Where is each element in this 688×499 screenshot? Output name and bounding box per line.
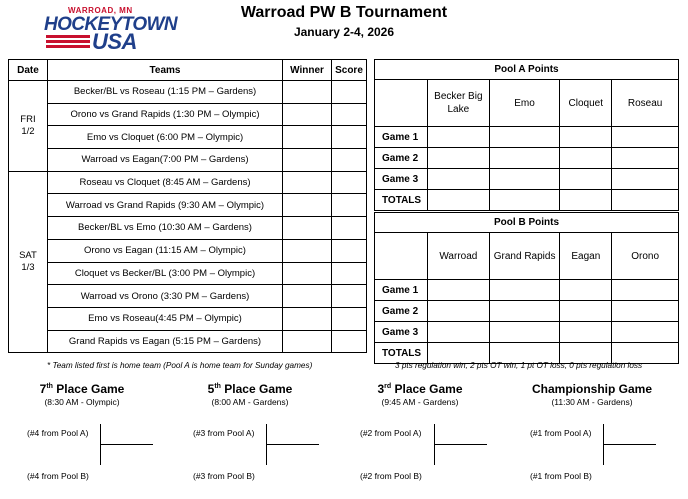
day-label: FRI xyxy=(20,113,36,125)
bracket-slot-bottom: (#2 from Pool B) xyxy=(360,471,422,481)
pool-b-team-row xyxy=(375,233,679,280)
day-cell-sat xyxy=(9,171,48,353)
points-cell[interactable] xyxy=(427,322,489,343)
logo-wordmark: HOCKEYTOWN xyxy=(44,14,177,35)
winner-cell[interactable] xyxy=(283,103,332,126)
winner-cell[interactable] xyxy=(283,285,332,308)
score-cell[interactable] xyxy=(332,330,367,353)
day-label: SAT xyxy=(19,250,37,261)
bracket-slot-bottom: (#3 from Pool B) xyxy=(193,471,255,481)
points-row xyxy=(375,322,679,343)
team-header: Warroad xyxy=(427,233,489,280)
score-cell[interactable] xyxy=(332,239,367,262)
game-matchup: Becker/BL vs Roseau (1:15 PM – Gardens) xyxy=(47,81,282,104)
points-cell[interactable] xyxy=(427,301,489,322)
third-place-game xyxy=(350,382,490,407)
score-cell[interactable] xyxy=(332,81,367,104)
winner-cell[interactable] xyxy=(283,126,332,149)
row-label: Game 1 xyxy=(375,127,428,148)
points-cell[interactable] xyxy=(489,280,560,301)
points-cell[interactable] xyxy=(560,169,612,190)
pool-b-points-table xyxy=(374,212,679,364)
points-row xyxy=(375,127,679,148)
game-row xyxy=(9,217,367,240)
game-matchup: Orono vs Eagan (11:15 AM – Olympic) xyxy=(47,239,282,262)
points-row xyxy=(375,280,679,301)
game-title: Championship Game xyxy=(531,382,653,396)
logo-stripe xyxy=(46,45,90,48)
game-matchup: Warroad vs Orono (3:30 PM – Gardens) xyxy=(47,285,282,308)
winner-cell[interactable] xyxy=(283,149,332,172)
points-row xyxy=(375,301,679,322)
points-cell[interactable] xyxy=(612,169,679,190)
game-time: (9:45 AM - Gardens) xyxy=(381,397,459,407)
fifth-place-game xyxy=(180,382,320,407)
day-cell-fri xyxy=(9,81,48,172)
winner-cell[interactable] xyxy=(283,330,332,353)
bracket-line xyxy=(100,444,153,445)
points-cell[interactable] xyxy=(560,301,612,322)
game-matchup: Roseau vs Cloquet (8:45 AM – Gardens) xyxy=(47,171,282,194)
score-cell[interactable] xyxy=(332,126,367,149)
points-row xyxy=(375,148,679,169)
winner-cell[interactable] xyxy=(283,81,332,104)
row-label: TOTALS xyxy=(375,190,428,211)
row-label: Game 2 xyxy=(375,301,428,322)
bracket-slot-top: (#2 from Pool A) xyxy=(360,428,422,438)
winner-cell[interactable] xyxy=(283,171,332,194)
game-title: 7th Place Game xyxy=(39,382,125,396)
points-cell[interactable] xyxy=(427,127,489,148)
points-cell[interactable] xyxy=(489,127,560,148)
team-header: Eagan xyxy=(560,233,612,280)
pool-a-title: Pool A Points xyxy=(375,60,679,80)
row-label: Game 3 xyxy=(375,169,428,190)
points-cell[interactable] xyxy=(612,148,679,169)
winner-cell[interactable] xyxy=(283,262,332,285)
points-cell[interactable] xyxy=(489,190,560,211)
corner-cell xyxy=(375,80,428,127)
game-row xyxy=(9,307,367,330)
score-cell[interactable] xyxy=(332,285,367,308)
team-header: Grand Rapids xyxy=(489,233,560,280)
game-row xyxy=(9,239,367,262)
game-time: (8:00 AM - Gardens) xyxy=(211,397,289,407)
points-cell[interactable] xyxy=(560,190,612,211)
page-subtitle: January 2-4, 2026 xyxy=(293,25,395,39)
game-matchup: Warroad vs Grand Rapids (9:30 AM – Olympic) xyxy=(47,194,282,217)
score-cell[interactable] xyxy=(332,262,367,285)
points-row xyxy=(375,169,679,190)
bracket-slot-top: (#1 from Pool A) xyxy=(530,428,592,438)
winner-cell[interactable] xyxy=(283,239,332,262)
teams-header: Teams xyxy=(47,60,282,81)
bracket-slot-bottom: (#4 from Pool B) xyxy=(27,471,89,481)
bracket-slot-top: (#4 from Pool A) xyxy=(27,428,89,438)
points-cell[interactable] xyxy=(489,148,560,169)
game-matchup: Warroad vs Eagan(7:00 PM – Gardens) xyxy=(47,149,282,172)
game-time: (11:30 AM - Gardens) xyxy=(551,397,633,407)
score-cell[interactable] xyxy=(332,217,367,240)
schedule-header-row xyxy=(9,60,367,81)
game-matchup: Cloquet vs Becker/BL (3:00 PM – Olympic) xyxy=(47,262,282,285)
winner-cell[interactable] xyxy=(283,307,332,330)
logo-usa-text: USA xyxy=(92,29,137,54)
score-cell[interactable] xyxy=(332,171,367,194)
game-row xyxy=(9,126,367,149)
game-time: (8:30 AM - Olympic) xyxy=(44,397,120,407)
points-cell[interactable] xyxy=(427,280,489,301)
row-label: Game 2 xyxy=(375,148,428,169)
game-matchup: Emo vs Roseau(4:45 PM – Olympic) xyxy=(47,307,282,330)
logo-city-text: WARROAD, MN xyxy=(68,6,133,15)
bracket-slot-bottom: (#1 from Pool B) xyxy=(530,471,592,481)
game-row xyxy=(9,330,367,353)
game-row xyxy=(9,81,367,104)
winner-header: Winner xyxy=(283,60,332,81)
score-cell[interactable] xyxy=(332,307,367,330)
score-header: Score xyxy=(332,60,367,81)
game-row xyxy=(9,194,367,217)
pool-a-points-table xyxy=(374,59,679,211)
game-title: 3rd Place Game xyxy=(377,382,463,396)
page-title: Warroad PW B Tournament xyxy=(240,4,448,21)
game-matchup: Becker/BL vs Emo (10:30 AM – Gardens) xyxy=(47,217,282,240)
schedule-table xyxy=(8,59,367,353)
points-cell[interactable] xyxy=(560,322,612,343)
points-cell[interactable] xyxy=(612,127,679,148)
game-matchup: Grand Rapids vs Eagan (5:15 PM – Gardens) xyxy=(47,330,282,353)
points-cell[interactable] xyxy=(612,280,679,301)
score-cell[interactable] xyxy=(332,149,367,172)
points-cell[interactable] xyxy=(560,148,612,169)
points-cell[interactable] xyxy=(612,190,679,211)
game-row xyxy=(9,103,367,126)
winner-cell[interactable] xyxy=(283,194,332,217)
points-cell[interactable] xyxy=(560,127,612,148)
points-cell[interactable] xyxy=(560,280,612,301)
bracket-slot-top: (#3 from Pool A) xyxy=(193,428,255,438)
points-rules-note: 3 pts regulation win, 2 pts OT win, 1 pt OT loss, 0 pts regulation loss xyxy=(395,361,643,370)
row-label: Game 3 xyxy=(375,322,428,343)
points-row xyxy=(375,190,679,211)
team-header: Cloquet xyxy=(560,80,612,127)
team-header: Roseau xyxy=(612,80,679,127)
game-row xyxy=(9,285,367,308)
championship-game xyxy=(522,382,662,407)
day-date: 1/2 xyxy=(21,125,35,137)
seventh-place-game xyxy=(12,382,152,407)
bracket-line xyxy=(434,444,487,445)
score-cell[interactable] xyxy=(332,103,367,126)
team-header: Becker Big Lake xyxy=(427,80,489,127)
row-label: Game 1 xyxy=(375,280,428,301)
points-cell[interactable] xyxy=(489,322,560,343)
points-cell[interactable] xyxy=(612,301,679,322)
score-cell[interactable] xyxy=(332,194,367,217)
bracket-line xyxy=(266,444,319,445)
row-label: TOTALS xyxy=(375,343,428,364)
pool-a-team-row xyxy=(375,80,679,127)
points-cell[interactable] xyxy=(612,322,679,343)
points-cell[interactable] xyxy=(427,148,489,169)
logo-stripe xyxy=(46,40,90,43)
game-matchup: Orono vs Grand Rapids (1:30 PM – Olympic) xyxy=(47,103,282,126)
game-row xyxy=(9,262,367,285)
game-title: 5th Place Game xyxy=(207,382,293,396)
game-row xyxy=(9,171,367,194)
date-header: Date xyxy=(9,60,48,81)
points-cell[interactable] xyxy=(489,301,560,322)
game-row xyxy=(9,149,367,172)
bracket-line xyxy=(603,444,656,445)
corner-cell xyxy=(375,233,428,280)
day-date: 1/3 xyxy=(21,262,35,273)
home-team-note: * Team listed first is home team (Pool A is home team for Sunday games) xyxy=(47,361,313,370)
points-cell[interactable] xyxy=(427,190,489,211)
points-cell[interactable] xyxy=(427,169,489,190)
pool-b-title: Pool B Points xyxy=(375,213,679,233)
team-header: Orono xyxy=(612,233,679,280)
game-matchup: Emo vs Cloquet (6:00 PM – Olympic) xyxy=(47,126,282,149)
winner-cell[interactable] xyxy=(283,217,332,240)
team-header: Emo xyxy=(489,80,560,127)
points-cell[interactable] xyxy=(489,169,560,190)
